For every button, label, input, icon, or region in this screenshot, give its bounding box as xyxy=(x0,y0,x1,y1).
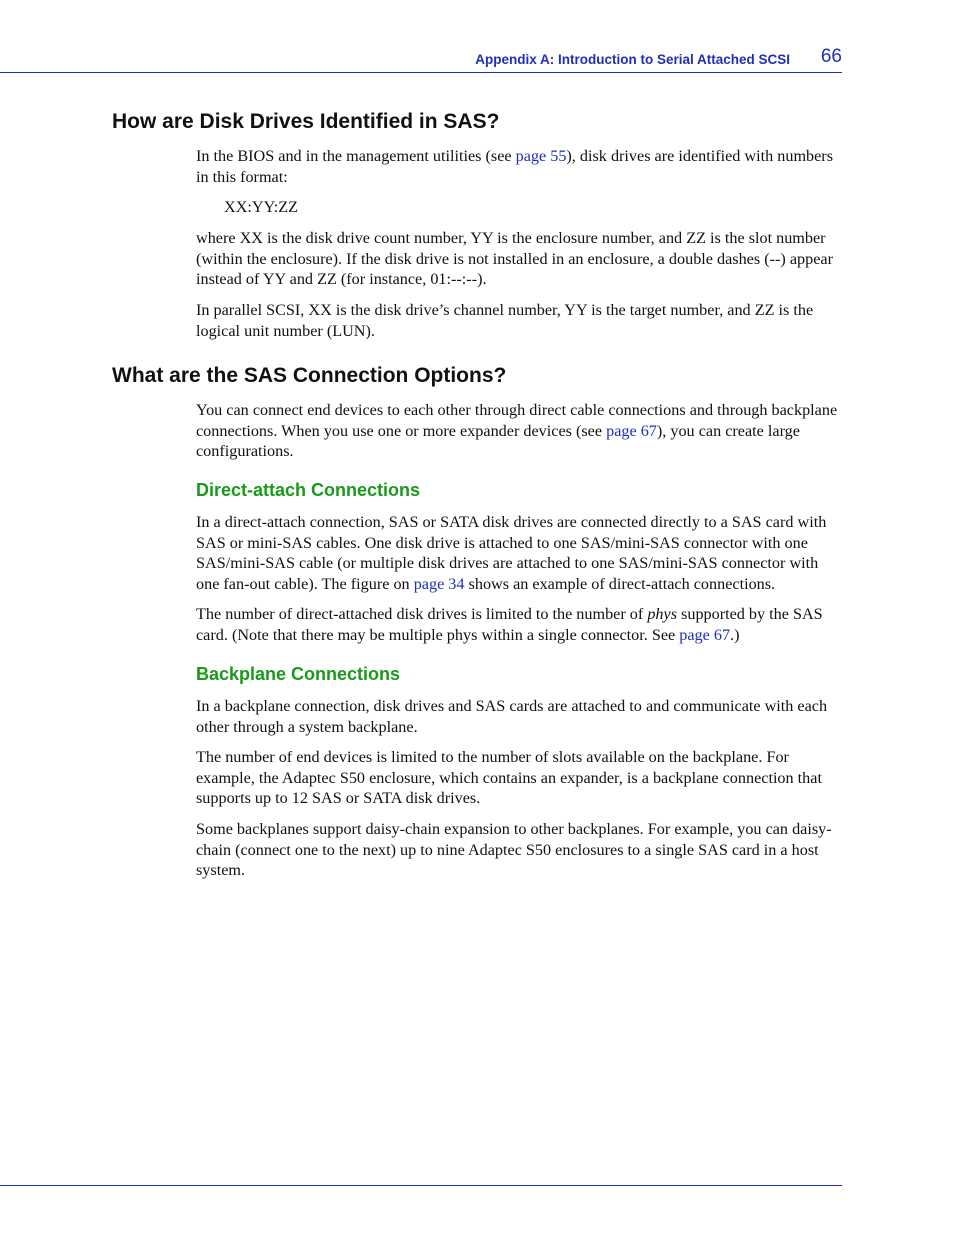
heading-connection-options: What are the SAS Connection Options? xyxy=(112,364,507,387)
heading-backplane: Backplane Connections xyxy=(196,664,401,684)
paragraph-backplane-limit: The number of end devices is limited to the number of slots available on the backplane. For example, the Adaptec S50 enclosure, which contains an expander, is a backplane connection that supports up to 12 SAS or SATA disk drives. xyxy=(196,748,822,807)
header-title: Appendix A: Introduction to Serial Attached SCSI xyxy=(475,52,790,67)
paragraph-backplane-intro: In a backplane connection, disk drives and SAS cards are attached to and communicate with each other through a system backplane. xyxy=(196,697,828,736)
footer-rule xyxy=(0,1185,842,1186)
heading-disk-drive-identification: How are Disk Drives Identified in SAS? xyxy=(112,110,500,133)
page-header xyxy=(0,0,842,73)
link-page-55[interactable]: page 55 xyxy=(515,147,567,165)
heading-direct-attach: Direct-attach Connections xyxy=(196,480,421,500)
paragraph-direct-attach-limit: The number of direct-attached disk drives is limited to the number of phys supported by the SAS card. (Note that there may be multiple phys within a single connector. See page 67.) xyxy=(196,605,823,644)
page-number: 66 xyxy=(820,46,842,67)
format-example: XX:YY:ZZ xyxy=(224,198,299,216)
paragraph-daisy-chain: Some backplanes support daisy-chain expansion to other backplanes. For example, you can daisy-chain (connect one to the next) up to nine Adaptec S50 enclosures to a single SAS card in a host system. xyxy=(196,820,832,879)
paragraph-parallel-scsi: In parallel SCSI, XX is the disk drive’s channel number, YY is the target number, and ZZ is the logical unit number (LUN). xyxy=(196,301,814,340)
link-page-67[interactable]: page 67 xyxy=(679,625,731,644)
link-page-34[interactable]: page 34 xyxy=(413,574,465,593)
paragraph-connection-intro: You can connect end devices to each other through direct cable connections and through backplane connections. When you use one or more expander devices (see page 67), you can create large configurations. xyxy=(196,401,838,460)
paragraph-direct-attach: In a direct-attach connection, SAS or SATA disk drives are connected directly to a SAS card with SAS or mini-SAS cables. One disk drive is attached to one SAS/mini-SAS connector with one SAS/mini-SAS cable (or multiple disk drives are attached to one SAS/mini-SAS connector with one fan-out cable). The figure on page 34 shows an example of direct-attach connections. xyxy=(196,513,827,593)
paragraph-bios-identification: In the BIOS and in the management utilities (see page 55), disk drives are identified with numbers in this format: xyxy=(196,147,834,186)
paragraph-format-explanation: where XX is the disk drive count number, YY is the enclosure number, and ZZ is the slot number (within the enclosure). If the disk drive is not installed in an enclosure, a double dashes (--) appear instead of YY and ZZ (for instance, 01:--:--). xyxy=(196,229,833,288)
link-page-67[interactable]: page 67 xyxy=(606,421,657,440)
